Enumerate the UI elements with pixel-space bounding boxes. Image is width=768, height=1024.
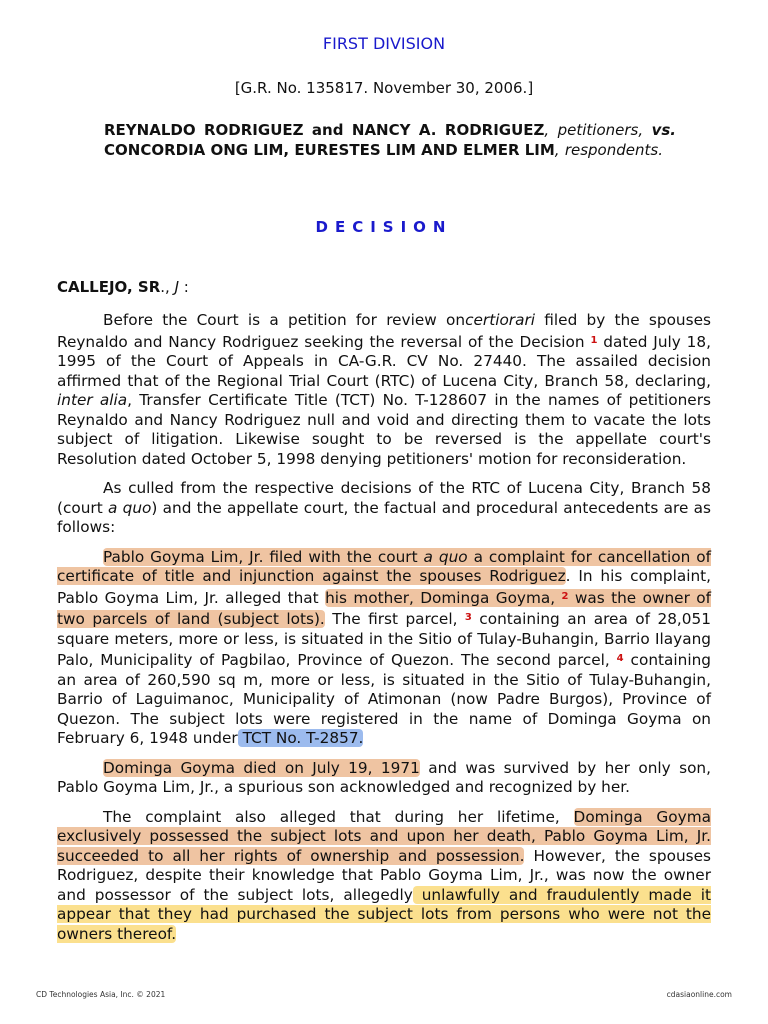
case-parties: REYNALDO RODRIGUEZ and NANCY A. RODRIGUEZ, petitioners, vs. CONCORDIA ONG LIM, EURESTES LIM AND ELMER LIM, respondents.: [104, 121, 676, 159]
footer-copyright: CD Technologies Asia, Inc. © 2021: [36, 990, 166, 999]
footer-website[interactable]: cdasiaonline.com: [666, 990, 732, 999]
case-number: [G.R. No. 135817. November 30, 2006.]: [234, 79, 534, 97]
paragraph-5: The complaint also alleged that during her lifetime, Dominga Goyma exclusively possessed the subject lots and upon her death, Pablo Goyma Lim, Jr. succeeded to all her rights of ownership and possession. However, the spouses Rodriguez, despite their knowledge that Pablo Goyma Lim, Jr., was now the owner and possessor of the subject lots, allegedly unlawfully and fraudulently made it appear that they had purchased the subject lots from persons who were not the owners thereof.: [57, 807, 712, 943]
decision-body: [57, 311, 711, 954]
highlight-orange: his mother, Dominga Goyma, $^2$ was the owner of two parcels of land (subject lots).: [57, 588, 711, 628]
respondents-names: CONCORDIA ONG LIM, EURESTES LIM AND ELMER LIM: [104, 141, 555, 159]
footnote-link-4[interactable]: 4: [616, 653, 624, 664]
paragraph-2: As culled from the respective decisions of the RTC of Lucena City, Branch 58 (court a quo) and the appellate court, the factual and procedural antecedents are as follows:: [57, 479, 711, 536]
paragraph-4: Dominga Goyma died on July 19, 1971 and was survived by her only son, Pablo Goyma Lim, Jr., a spurious son acknowledged and recognized by her.: [57, 758, 711, 796]
footnote-link-1[interactable]: 1: [590, 334, 598, 346]
footnote-link-2[interactable]: 2: [561, 590, 569, 602]
paragraph-1: Before the Court is a petition for review oncertiorari filed by the spouses Reynaldo and Nancy Rodriguez seeking the reversal of the Decision $^1$ dated July 18, 1995 of the Court of Appeals in CA-G.R. CV No. 27440. The assailed decision affirmed that of the Regional Trial Court (RTC) of Lucena City, Branch 58, declaring, inter alia, Transfer Certificate Title (TCT) No. T-128607 in the names of petitioners Reynaldo and Nancy Rodriguez null and void and directing them to vacate the lots subject of litigation. Likewise sought to be reversed is the appellate court's Resolution dated October 5, 1998 denying petitioners' motion for reconsideration.: [57, 311, 711, 468]
highlight-orange: Dominga Goyma died on July 19, 1971: [103, 758, 420, 777]
versus-label: vs.: [651, 121, 676, 139]
ponente-title: J: [174, 278, 180, 296]
petitioners-label: petitioners: [557, 121, 639, 139]
ponente-name: CALLEJO, SR: [57, 278, 161, 296]
highlight-orange: Pablo Goyma Lim, Jr. filed with the court a quo a complaint for cancellation of certificate of title and injunction against the spouses Rodriguez: [57, 547, 711, 585]
respondents-label: respondents: [564, 141, 659, 159]
highlight-blue: TCT No. T-2857.: [237, 729, 364, 747]
decision-title: DECISION: [315, 218, 453, 236]
division-heading: FIRST DIVISION: [322, 34, 446, 53]
highlight-orange: Dominga Goyma exclusively possessed the subject lots and upon her death, Pablo Goyma Lim, Jr. succeeded to all her rights of ownership and possession.: [57, 807, 711, 865]
petitioners-names: REYNALDO RODRIGUEZ and NANCY A. RODRIGUEZ: [104, 121, 545, 139]
highlight-yellow: unlawfully and fraudulently made it appear that they had purchased the subject lots from persons who were not the owners thereof.: [57, 885, 712, 943]
paragraph-3: Pablo Goyma Lim, Jr. filed with the court a quo a complaint for cancellation of certificate of title and injunction against the spouses Rodriguez. In his complaint, Pablo Goyma Lim, Jr. alleged that his mother, Dominga Goyma, $^2$ was the owner of two parcels of land (subject lots). The first parcel, $^3$ containing an area of 28,051 square meters, more or less, is situated in the Sitio of Tulay-Buhangin, Barrio Ilayang Palo, Municipality of Pagbilao, Province of Quezon. The second parcel, $^4$ containing an area of 260,590 sq m, more or less, is situated in the Sitio of Tulay-Buhangin, Barrio of Laguimanoc, Municipality of Atimonan (now Padre Burgos), Province of Quezon. The subject lots were registered in the name of Dominga Goyma on February 6, 1948 under TCT No. T-2857.: [57, 547, 711, 747]
footnote-link-3[interactable]: 3: [464, 612, 472, 623]
ponente-line: CALLEJO, SR., J :: [57, 278, 189, 296]
